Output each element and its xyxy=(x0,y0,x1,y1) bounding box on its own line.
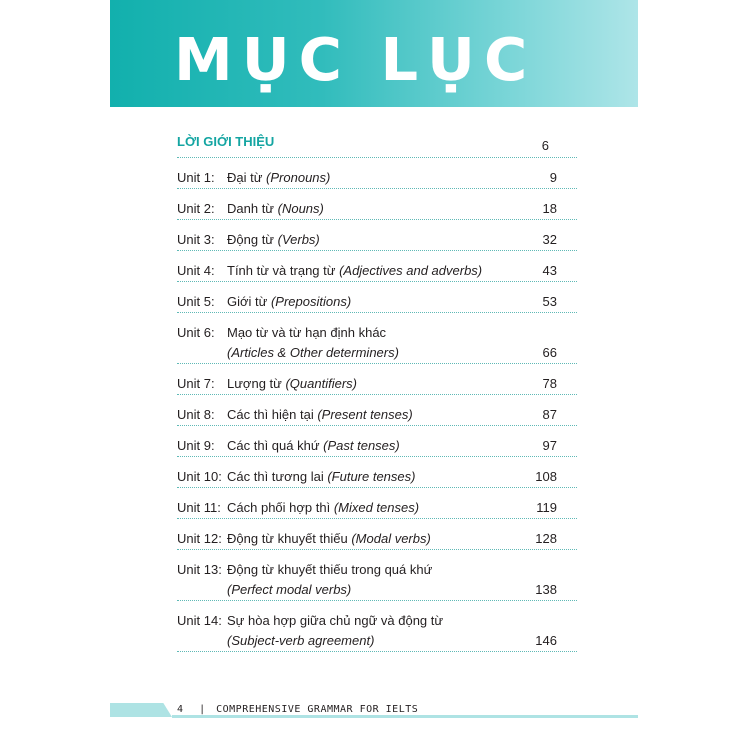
toc-row[interactable] xyxy=(177,321,577,364)
unit-title-en: (Mixed tenses) xyxy=(333,500,420,515)
unit-title-en: (Nouns) xyxy=(277,201,324,216)
unit-number: Unit 8: xyxy=(177,407,215,422)
unit-number: Unit 7: xyxy=(177,376,215,391)
unit-number: Unit 13: xyxy=(177,562,222,577)
unit-title-en: (Adjectives and adverbs) xyxy=(339,263,483,278)
unit-number: Unit 14: xyxy=(177,613,222,628)
unit-title-en: (Verbs) xyxy=(277,232,320,247)
page-number: 32 xyxy=(542,232,557,247)
unit-title-vi: Các thì tương lai xyxy=(227,469,328,484)
unit-title-en: (Perfect modal verbs) xyxy=(227,582,352,597)
toc-row-intro[interactable] xyxy=(177,134,577,158)
page-number: 78 xyxy=(542,376,557,391)
unit-number: Unit 1: xyxy=(177,170,215,185)
unit-title xyxy=(227,201,324,216)
unit-number: Unit 11: xyxy=(177,500,221,515)
unit-title xyxy=(227,376,357,391)
unit-title-en: (Subject-verb agreement) xyxy=(227,633,375,648)
unit-title xyxy=(227,263,482,278)
unit-title xyxy=(227,232,320,247)
unit-title xyxy=(227,469,415,484)
unit-title-en: (Prepositions) xyxy=(270,294,352,309)
page-number: 66 xyxy=(542,345,557,360)
page-number: 43 xyxy=(542,263,557,278)
unit-title-vi: Đại từ xyxy=(227,170,267,185)
unit-number: Unit 12: xyxy=(177,531,222,546)
unit-number: Unit 10: xyxy=(177,469,222,484)
page-number: 119 xyxy=(536,500,557,515)
page-number: 97 xyxy=(542,438,557,453)
page-number: 146 xyxy=(535,633,557,648)
toc-row[interactable] xyxy=(177,434,577,457)
toc-row[interactable] xyxy=(177,609,577,652)
toc-row[interactable] xyxy=(177,496,577,519)
unit-title-en: (Pronouns) xyxy=(266,170,331,185)
unit-title-en: (Modal verbs) xyxy=(351,531,431,546)
page-number: 53 xyxy=(542,294,557,309)
unit-title xyxy=(227,531,431,546)
unit-title-en: (Future tenses) xyxy=(327,469,416,484)
footer-accent-line xyxy=(172,715,638,718)
unit-title-en: (Present tenses) xyxy=(317,407,413,422)
unit-title-en: (Quantifiers) xyxy=(285,376,357,391)
unit-title-en: (Articles & Other determiners) xyxy=(227,345,399,360)
unit-number: Unit 6: xyxy=(177,325,215,340)
footer xyxy=(177,704,418,715)
toc-row[interactable] xyxy=(177,527,577,550)
toc-row[interactable] xyxy=(177,197,577,220)
unit-title-vi: Tính từ và trạng từ xyxy=(227,263,340,278)
title-banner xyxy=(110,0,638,107)
footer-accent-bar xyxy=(110,703,172,717)
unit-title-vi: Lượng từ xyxy=(227,376,286,391)
page-number: 108 xyxy=(535,469,557,484)
page-number: 87 xyxy=(542,407,557,422)
unit-title-vi: Động từ xyxy=(227,232,278,247)
unit-title-vi: Các thì quá khứ xyxy=(227,438,324,453)
footer-separator: | xyxy=(199,704,206,715)
intro-page: 6 xyxy=(541,138,549,153)
page-number: 9 xyxy=(549,170,557,185)
toc-row[interactable] xyxy=(177,403,577,426)
unit-title-vi: Các thì hiện tại xyxy=(227,407,318,422)
unit-title xyxy=(227,325,386,340)
intro-label: LỜI GIỚI THIỆU xyxy=(177,134,275,149)
toc-row[interactable] xyxy=(177,259,577,282)
unit-title-vi: Mạo từ và từ hạn định khác xyxy=(227,325,387,340)
unit-title-en: (Past tenses) xyxy=(323,438,400,453)
unit-title xyxy=(227,294,351,309)
unit-number: Unit 2: xyxy=(177,201,215,216)
unit-number: Unit 4: xyxy=(177,263,215,278)
toc-row[interactable] xyxy=(177,372,577,395)
unit-title-vi: Động từ khuyết thiếu trong quá khứ xyxy=(227,562,433,577)
page-number: 128 xyxy=(535,531,557,546)
unit-number: Unit 5: xyxy=(177,294,215,309)
toc-row[interactable] xyxy=(177,166,577,189)
footer-book-title: COMPREHENSIVE GRAMMAR FOR IELTS xyxy=(216,704,419,715)
toc-row[interactable] xyxy=(177,290,577,313)
unit-title xyxy=(227,500,419,515)
unit-number: Unit 3: xyxy=(177,232,215,247)
unit-title xyxy=(227,407,413,422)
unit-number: Unit 9: xyxy=(177,438,215,453)
unit-title xyxy=(227,562,432,577)
page-title: MỤC LỤC xyxy=(174,25,537,94)
unit-title-vi: Động từ khuyết thiếu xyxy=(227,531,352,546)
unit-title xyxy=(227,170,330,185)
unit-title-vi: Danh từ xyxy=(227,201,278,216)
footer-page-number: 4 xyxy=(177,704,184,715)
unit-title-vi: Sự hòa hợp giữa chủ ngữ và động từ xyxy=(227,613,444,628)
unit-title xyxy=(227,613,443,628)
unit-title xyxy=(227,438,400,453)
unit-title-vi: Giới từ xyxy=(227,294,271,309)
toc-row[interactable] xyxy=(177,228,577,251)
toc-row[interactable] xyxy=(177,465,577,488)
unit-title-vi: Cách phối hợp thì xyxy=(227,500,334,515)
toc-row[interactable] xyxy=(177,558,577,601)
page-number: 138 xyxy=(535,582,557,597)
page-number: 18 xyxy=(542,201,557,216)
